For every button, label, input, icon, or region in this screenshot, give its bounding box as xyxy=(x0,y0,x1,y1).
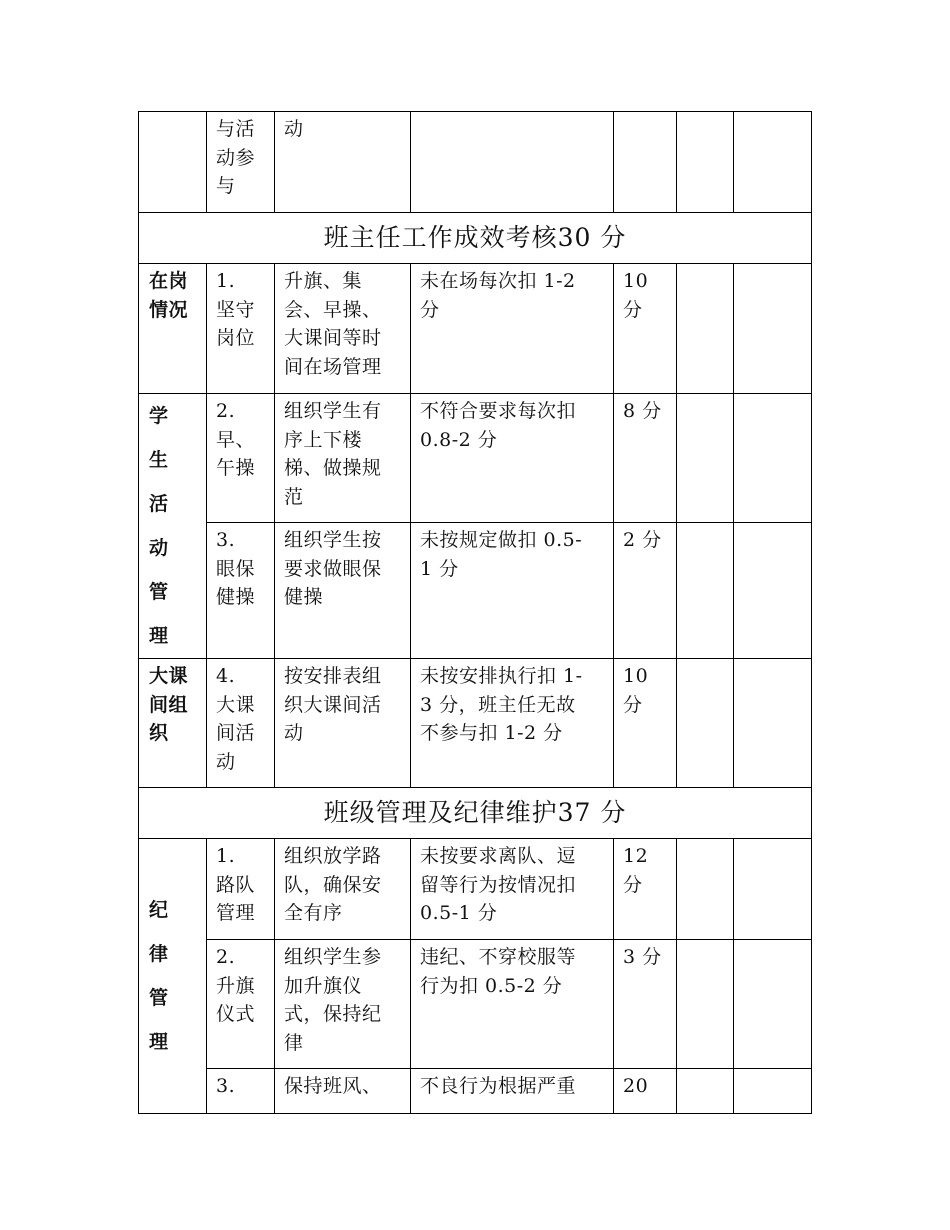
table-row xyxy=(139,264,812,394)
score-cell: 10 分 xyxy=(614,264,677,394)
score-cell: 8 分 xyxy=(614,394,677,523)
score-cell: 10 分 xyxy=(614,659,677,788)
final-score-cell xyxy=(734,112,812,213)
table-row xyxy=(139,940,812,1069)
standard-cell: 不良行为根据严重 xyxy=(411,1069,614,1114)
self-score-cell xyxy=(677,659,734,788)
category-cell: 纪 律 管 理 xyxy=(139,839,207,1114)
standard-cell: 违纪、不穿校服等 行为扣 0.5-2 分 xyxy=(411,940,614,1069)
standard-cell: 未在场每次扣 1-2 分 xyxy=(411,264,614,394)
score-cell: 2 分 xyxy=(614,523,677,659)
standard-cell: 未按安排执行扣 1- 3 分，班主任无故 不参与扣 1-2 分 xyxy=(411,659,614,788)
final-score-cell xyxy=(734,659,812,788)
final-score-cell xyxy=(734,264,812,394)
standard-cell: 不符合要求每次扣 0.8-2 分 xyxy=(411,394,614,523)
final-score-cell xyxy=(734,1069,812,1114)
category-cell: 学 生 活 动 管 理 xyxy=(139,394,207,659)
category-cell xyxy=(139,112,207,213)
self-score-cell xyxy=(677,940,734,1069)
table-row xyxy=(139,1069,812,1114)
final-score-cell xyxy=(734,940,812,1069)
table-row xyxy=(139,659,812,788)
section-title: 班级管理及纪律维护37 分 xyxy=(139,788,812,839)
item-cell: 与活 动参 与 xyxy=(207,112,275,213)
section-heading-row xyxy=(139,788,812,839)
item-cell: 2. 早、 午操 xyxy=(207,394,275,523)
content-cell: 组织放学路 队，确保安 全有序 xyxy=(275,839,411,940)
item-cell: 2. 升旗 仪式 xyxy=(207,940,275,1069)
content-cell: 动 xyxy=(275,112,411,213)
content-cell: 按安排表组 织大课间活 动 xyxy=(275,659,411,788)
item-cell: 4. 大课 间活 动 xyxy=(207,659,275,788)
self-score-cell xyxy=(677,112,734,213)
self-score-cell xyxy=(677,839,734,940)
item-cell: 1. 坚守 岗位 xyxy=(207,264,275,394)
table-row xyxy=(139,523,812,659)
item-cell: 3. xyxy=(207,1069,275,1114)
standard-cell: 未按规定做扣 0.5- 1 分 xyxy=(411,523,614,659)
item-cell: 1. 路队 管理 xyxy=(207,839,275,940)
section-heading-row xyxy=(139,213,812,264)
score-cell: 12 分 xyxy=(614,839,677,940)
standard-cell: 未按要求离队、逗 留等行为按情况扣 0.5-1 分 xyxy=(411,839,614,940)
content-cell: 保持班风、 xyxy=(275,1069,411,1114)
standard-cell xyxy=(411,112,614,213)
section-title: 班主任工作成效考核30 分 xyxy=(139,213,812,264)
assessment-table xyxy=(138,111,812,1114)
self-score-cell xyxy=(677,394,734,523)
final-score-cell xyxy=(734,523,812,659)
content-cell: 组织学生按 要求做眼保 健操 xyxy=(275,523,411,659)
score-cell xyxy=(614,112,677,213)
final-score-cell xyxy=(734,394,812,523)
final-score-cell xyxy=(734,839,812,940)
table-row xyxy=(139,112,812,213)
table-row xyxy=(139,839,812,940)
table-row xyxy=(139,394,812,523)
category-cell: 大课 间组 织 xyxy=(139,659,207,788)
content-cell: 组织学生参 加升旗仪 式，保持纪 律 xyxy=(275,940,411,1069)
content-cell: 升旗、集 会、早操、 大课间等时 间在场管理 xyxy=(275,264,411,394)
self-score-cell xyxy=(677,523,734,659)
score-cell: 3 分 xyxy=(614,940,677,1069)
content-cell: 组织学生有 序上下楼 梯、做操规 范 xyxy=(275,394,411,523)
score-cell: 20 xyxy=(614,1069,677,1114)
self-score-cell xyxy=(677,1069,734,1114)
self-score-cell xyxy=(677,264,734,394)
category-cell: 在岗 情况 xyxy=(139,264,207,394)
item-cell: 3. 眼保 健操 xyxy=(207,523,275,659)
